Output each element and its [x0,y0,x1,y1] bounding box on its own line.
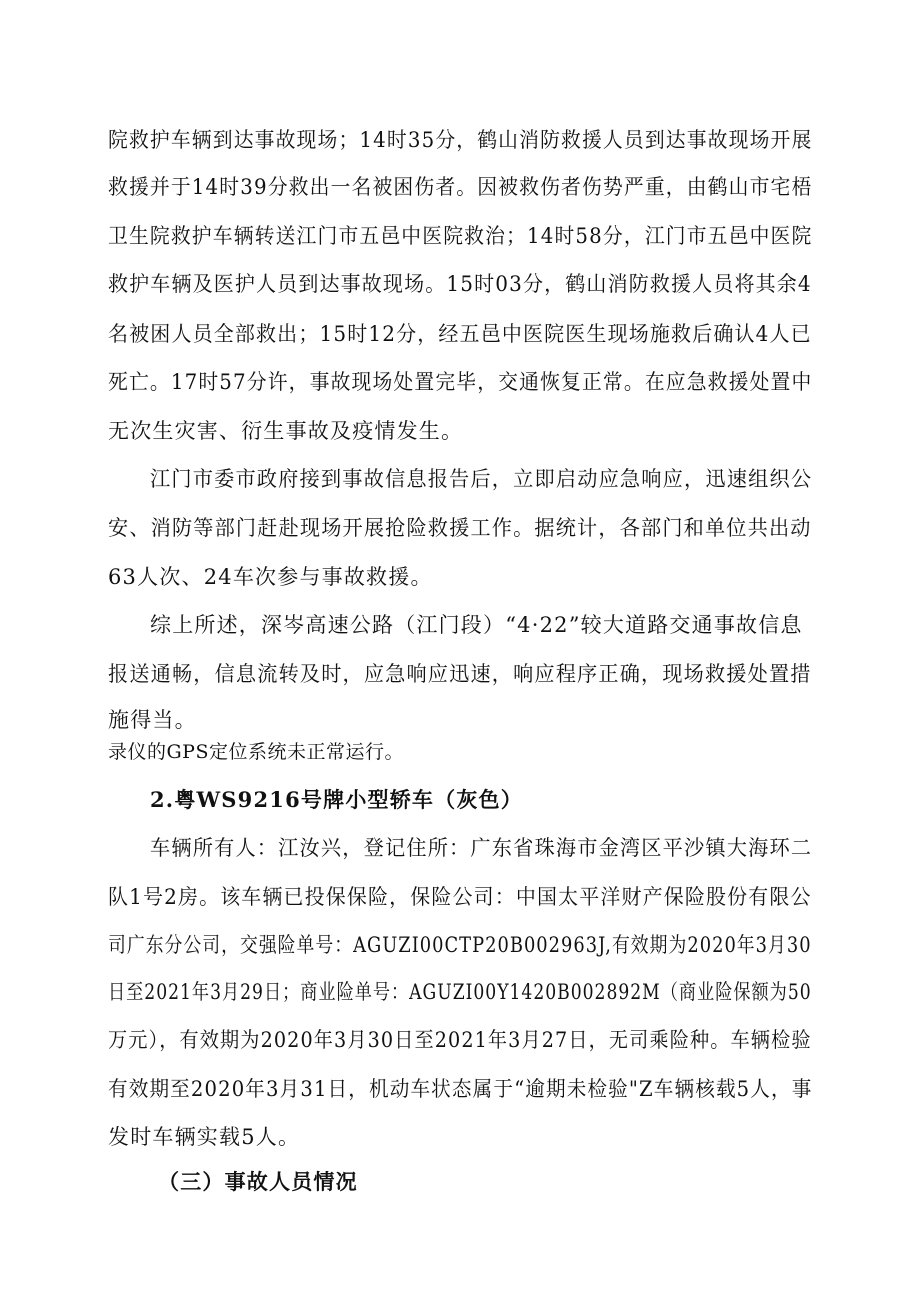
paragraph-line: 江门市委市政府接到事故信息报告后，立即启动应急响应，迅速组织公 [150,467,813,491]
paragraph-line: 发时车辆实载5人。 [108,1125,301,1149]
paragraph-line: 司广东分公司，交强险单号：AGUZI00CTP20B002963J,有效期为2020年3月30 [108,933,812,957]
paragraph-line: 有效期至2020年3月31日，机动车状态属于“逾期未检验"Z车辆核载5人，事 [108,1077,813,1101]
paragraph-line: 日至2021年3月29日；商业险单号：AGUZI00Y1420B002892M（商业险保额为50 [108,980,812,1004]
paragraph-line: 63人次、24车次参与事故救援。 [108,565,433,589]
paragraph-line: 卫生院救护车辆转送江门市五邑中医院救治；14时58分，江门市五邑中医院 [108,224,813,248]
paragraph-line: 车辆所有人：江汝兴，登记住所：广东省珠海市金湾区平沙镇大海环二 [150,836,813,860]
section-heading: （三）事故人员情况 [158,1169,358,1194]
vehicle-heading: 2.粤WS9216号牌小型轿车（灰色） [150,787,523,812]
paragraph-line: 队1号2房。该车辆已投保保险，保险公司：中国太平洋财产保险股份有限公 [108,885,812,909]
paragraph-line: 救援并于14时39分救出一名被困伤者。因被救伤者伤势严重，由鹤山市宅梧 [108,175,813,199]
fragment-line: 录仪的GPS定位系统未正常运行。 [108,741,404,763]
paragraph-line: 名被困人员全部救出；15时12分，经五邑中医院医生现场施救后确认4人已 [108,322,812,346]
paragraph-line: 无次生灾害、衍生事故及疫情发生。 [108,419,464,443]
paragraph-line: 安、消防等部门赶赴现场开展抢险救援工作。据统计，各部门和单位共出动 [108,516,812,540]
paragraph-line: 院救护车辆到达事故现场；14时35分，鹤山消防救援人员到达事故现场开展 [108,128,813,152]
paragraph-line: 万元），有效期为2020年3月30日至2021年3月27日，无司乘险种。车辆检验 [108,1028,812,1052]
paragraph-line: 综上所述，深岑高速公路（江门段）“4·22”较大道路交通事故信息 [150,613,803,637]
paragraph-line: 救护车辆及医护人员到达事故现场。15时03分，鹤山消防救援人员将其余4 [108,272,812,296]
paragraph-line: 死亡。17时57分许，事故现场处置完毕，交通恢复正常。在应急救援处置中 [108,370,813,394]
paragraph-line: 施得当。 [108,708,197,732]
paragraph-line: 报送通畅，信息流转及时，应急响应迅速，响应程序正确，现场救援处置措 [108,662,812,686]
